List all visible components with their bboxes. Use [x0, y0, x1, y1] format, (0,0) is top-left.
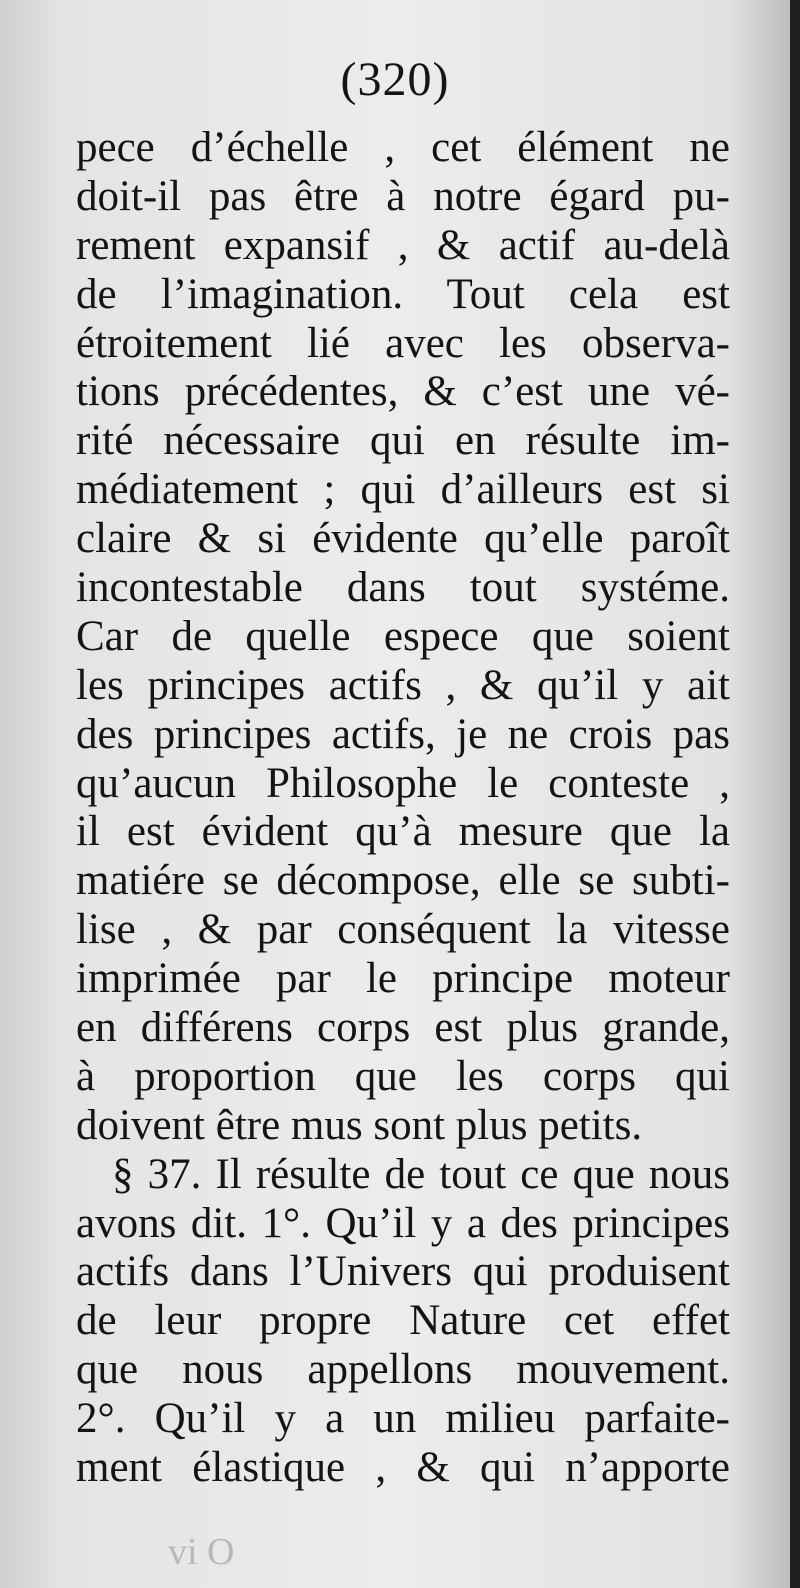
signature-mark: vi O: [168, 1531, 235, 1573]
text-line: pece d’échelle , cet élément ne: [76, 124, 730, 171]
text-line: imprimée par le principe moteur: [76, 955, 730, 1003]
text-line: en différens corps est plus grande,: [76, 1004, 730, 1052]
text-line: médiatement ; qui d’ailleurs est si: [76, 466, 730, 514]
text-line: matiére se décompose, elle se subti-: [76, 857, 730, 905]
page-body-text: [76, 124, 730, 1493]
text-line: rité nécessaire qui en résulte im-: [76, 417, 730, 465]
page-number: (320): [340, 53, 450, 106]
text-line: que nous appellons mouvement.: [76, 1346, 730, 1394]
text-line: 2°. Qu’il y a un milieu parfaite-: [76, 1395, 730, 1443]
text-line: tions précédentes, & c’est une vé-: [76, 368, 730, 416]
text-line: lise , & par conséquent la vitesse: [76, 906, 730, 954]
text-line: étroitement lié avec les observa-: [76, 319, 730, 367]
text-line: incontestable dans tout systéme.: [76, 564, 730, 612]
text-line: avons dit. 1°. Qu’il y a des principes: [76, 1199, 730, 1247]
section-start-line: § 37. Il résulte de tout ce que nous: [112, 1150, 730, 1198]
text-line: les principes actifs , & qu’il y ait: [76, 661, 730, 709]
text-line: rement expansif , & actif au-delà: [76, 221, 730, 269]
text-line: actifs dans l’Univers qui produisent: [76, 1248, 730, 1296]
page-edge-shadow: [790, 0, 800, 1588]
text-line: à proportion que les corps qui: [76, 1052, 730, 1100]
text-line: doit-il pas être à notre égard pu-: [76, 172, 730, 220]
text-line: claire & si évidente qu’elle paroît: [76, 515, 730, 563]
text-line: de l’imagination. Tout cela est: [76, 270, 730, 318]
text-line: il est évident qu’à mesure que la: [76, 808, 730, 856]
text-line: de leur propre Nature cet effet: [76, 1297, 730, 1345]
paragraph-end-line: doivent être mus sont plus petits.: [76, 1101, 643, 1149]
text-line: des principes actifs, je ne crois pas: [76, 710, 730, 758]
text-line: qu’aucun Philosophe le conteste ,: [76, 759, 730, 807]
text-line: Car de quelle espece que soient: [76, 612, 730, 660]
text-line: ment élastique , & qui n’apporte: [76, 1444, 730, 1492]
